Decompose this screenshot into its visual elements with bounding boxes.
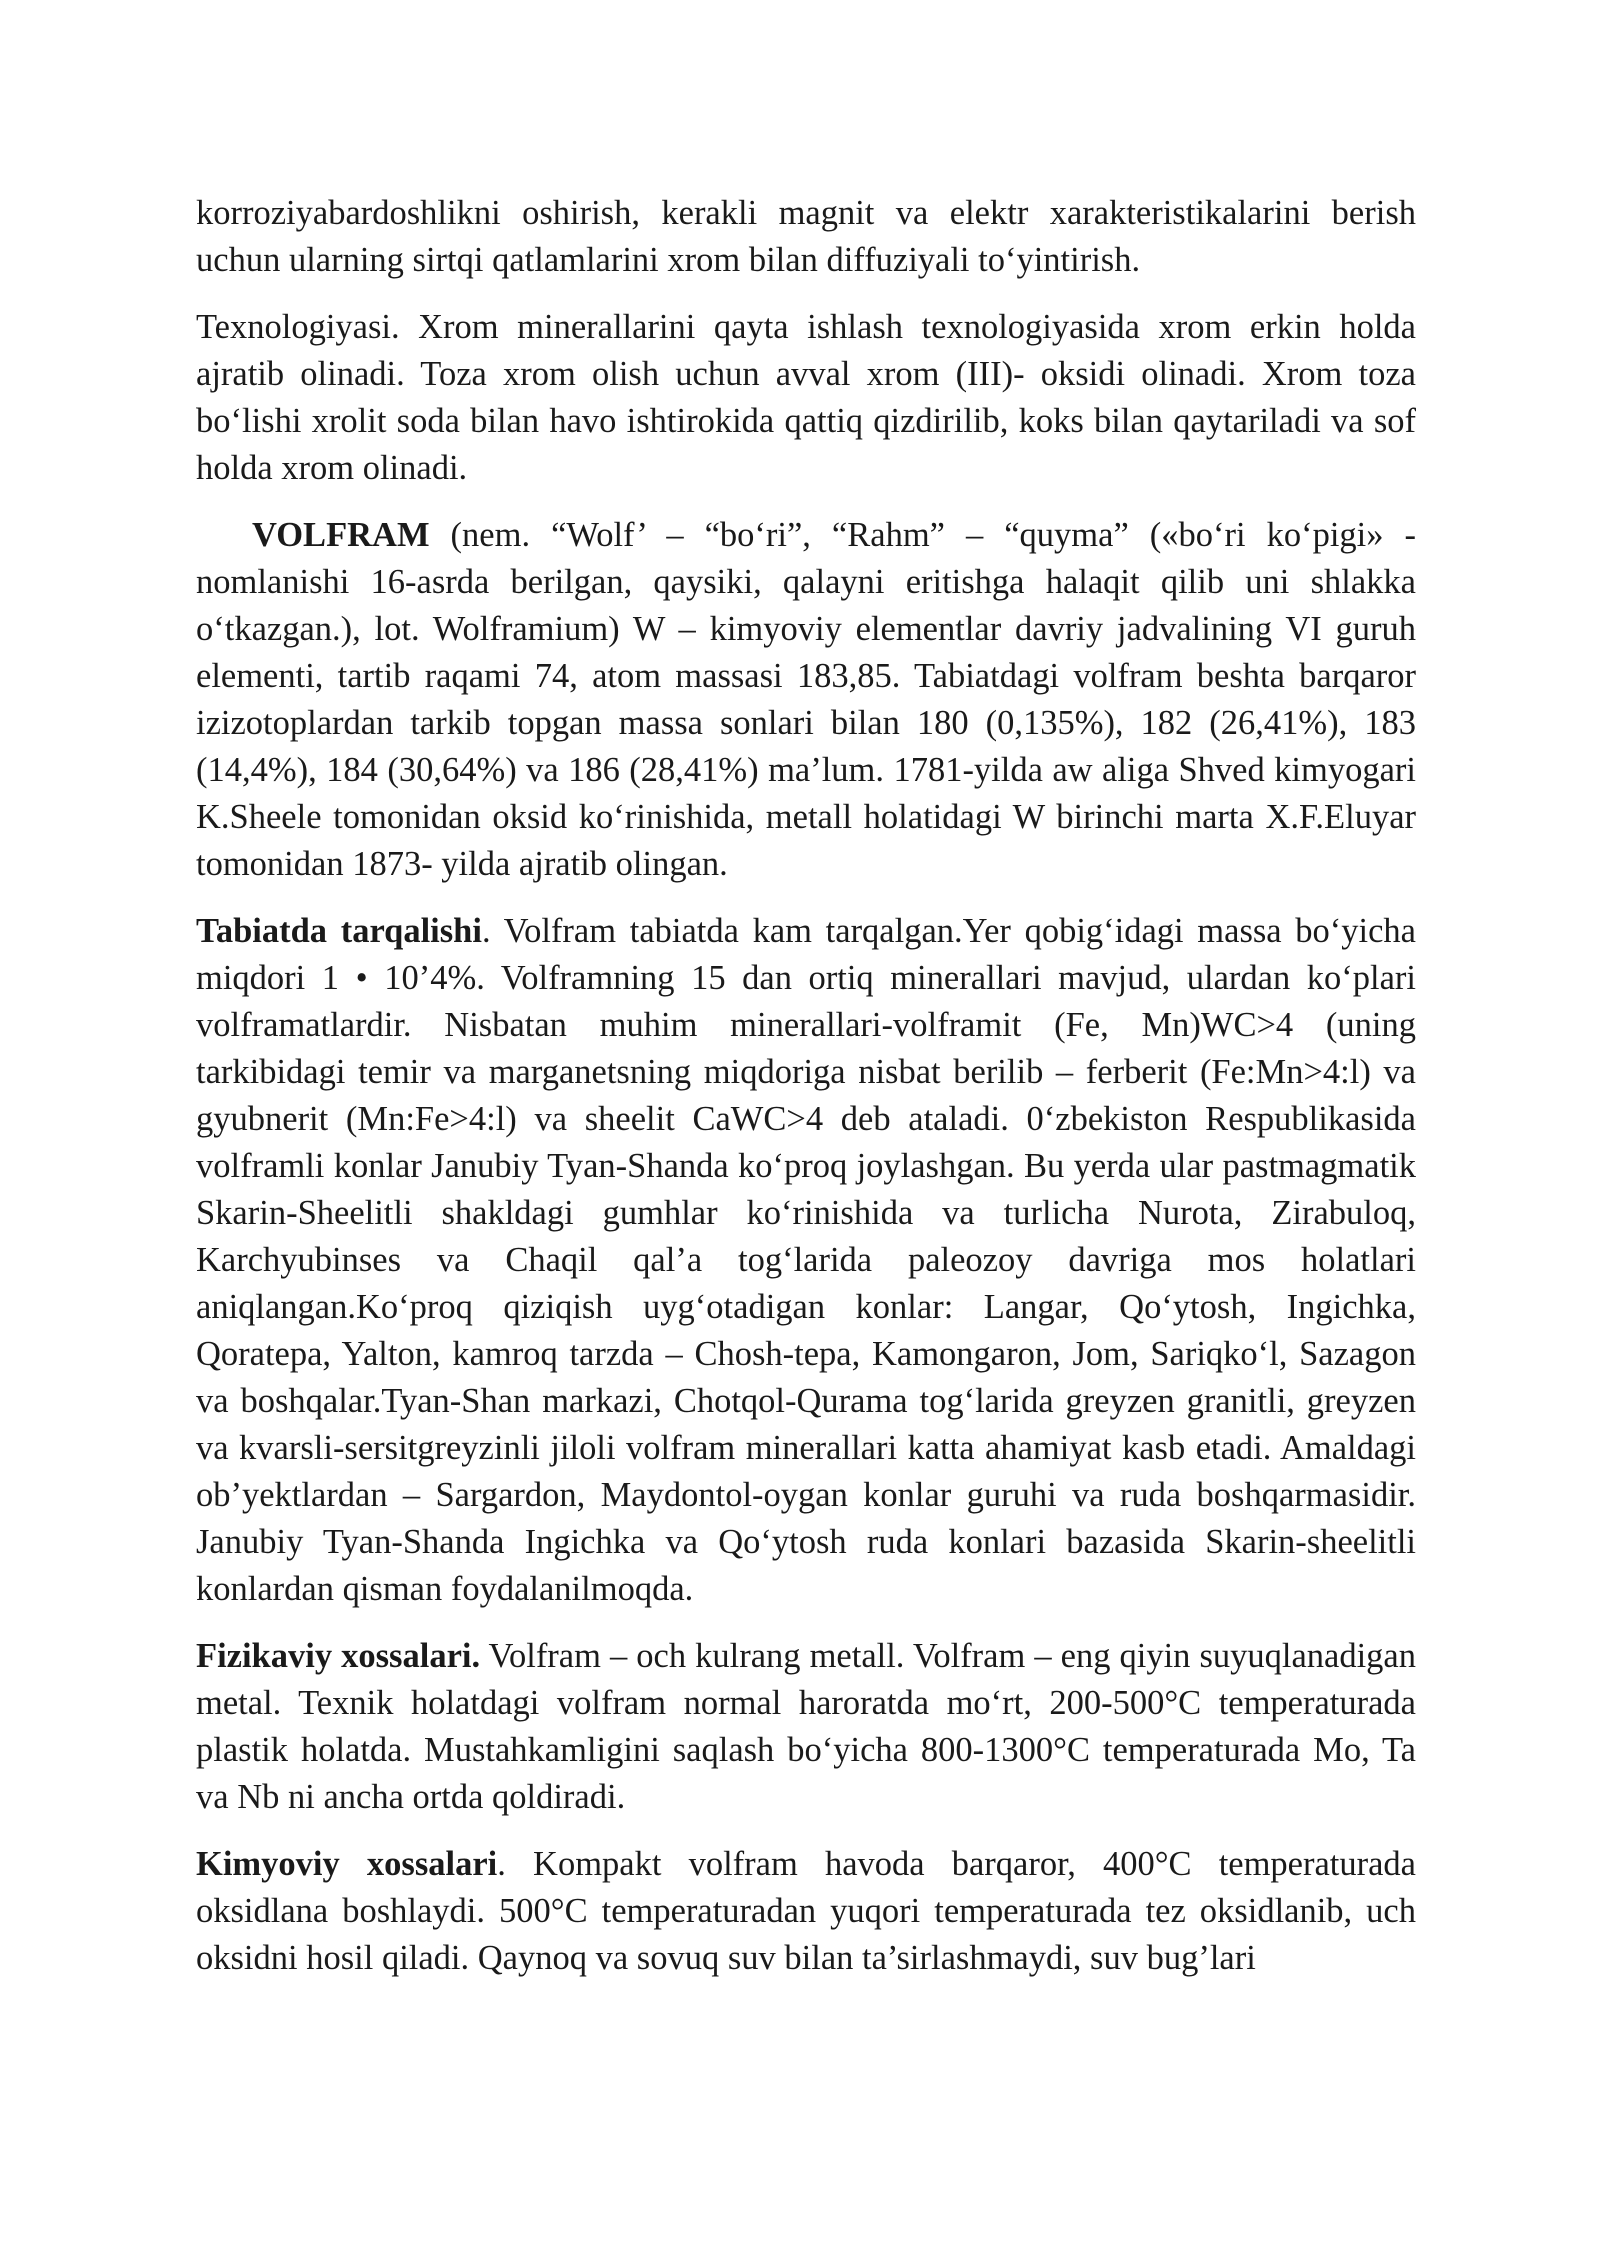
paragraph-text: Texnologiyasi. Xrom minerallarini qayta ishlash texnologiyasida xrom erkin holda ajratib olinadi. Toza xrom olish uchun avval xrom (III)- oksidi olinadi. Xrom toza bo‘lishi xrolit soda bilan havo ishtirokida qattiq qizdirilib, koks bilan qaytariladi va sof holda xrom olinadi. [196, 308, 1416, 487]
paragraph-chemical-properties [196, 1841, 1416, 1982]
paragraph-text: Volfram – och kulrang metall. Volfram – eng qiyin suyuqlanadigan metal. Texnik holatdagi volfram normal haroratda mo‘rt, 200-500°C temperaturada plastik holatda. Mustahkamligini saqlash bo‘yicha 800-1300°C temperaturada Mo, Ta va Nb ni ancha ortda qoldiradi. [196, 1637, 1416, 1816]
paragraph-physical-properties [196, 1633, 1416, 1821]
section-heading-physical: Fizikaviy xossalari. [196, 1637, 481, 1675]
document-page [196, 190, 1416, 2002]
paragraph-text: . Kompakt volfram havoda barqaror, 400°C temperaturada oksidlana boshlaydi. 500°C temperaturadan yuqori temperaturada tez oksidlanib, uch oksidni hosil qiladi. Qaynoq va sovuq suv bilan ta’sirlashmaydi, suv bug’lari [196, 1845, 1416, 1977]
paragraph-volfram-intro [196, 512, 1416, 888]
paragraph-text: (nem. “Wolf’ – “bo‘ri”, “Rahm” – “quyma” («bo‘ri ko‘pigi» - nomlanishi 16-asrda berilgan, qaysiki, qalayni eritishga halaqit qilib uni shlakka o‘tkazgan.), lot. Wolframium) W – kimyoviy elementlar davriy jadvalining VI guruh elementi, tartib raqami 74, atom massasi 183,85. Tabiatdagi volfram beshta barqaror izizotoplardan tarkib topgan massa sonlari bilan 180 (0,135%), 182 (26,41%), 183 (14,4%), 184 (30,64%) va 186 (28,41%) ma’lum. 1781-yilda aw aliga Shved kimyogari K.Sheele tomonidan oksid ko‘rinishida, metall holatidagi W birinchi marta X.F.Eluyar tomonidan 1873- yilda ajratib olingan. [196, 516, 1416, 883]
section-heading-volfram: VOLFRAM [252, 516, 430, 554]
paragraph-distribution [196, 908, 1416, 1613]
paragraph-chromium-continuation [196, 190, 1416, 284]
paragraph-text: . Volfram tabiatda kam tarqalgan.Yer qobig‘idagi massa bo‘yicha miqdori 1 • 10’4%. Volframning 15 dan ortiq minerallari mavjud, ulardan ko‘plari volframatlardir. Nisbatan muhim minerallari-volframit (Fe, Mn)WC>4 (uning tarkibidagi temir va marganetsning miqdoriga nisbat berilib – ferberit (Fe:Mn>4:l) va gyubnerit (Mn:Fe>4:l) va sheelit CaWC>4 deb ataladi. 0‘zbekiston Respublikasida volframli konlar Janubiy Tyan-Shanda ko‘proq joylashgan. Bu yerda ular pastmagmatik Skarin-Sheelitli shakldagi gumhlar ko‘rinishida va turlicha Nurota, Zirabuloq, Karchyubinses va Chaqil qal’a tog‘larida paleozoy davriga mos holatlari aniqlangan.Ko‘proq qiziqish uyg‘otadigan konlar: Langar, Qo‘ytosh, Ingichka, Qoratepa, Yalton, kamroq tarzda – Chosh-tepa, Kamongaron, Jom, Sariqko‘l, Sazagon va boshqalar.Tyan-Shan markazi, Chotqol-Qurama tog‘larida greyzen granitli, greyzen va kvarsli-sersitgreyzinli jiloli volfram minerallari katta ahamiyat kasb etadi. Amaldagi ob’yektlardan – Sargardon, Maydontol-oygan konlar guruhi va ruda boshqarmasidir. Janubiy Tyan-Shanda Ingichka va Qo‘ytosh ruda konlari bazasida Skarin-sheelitli konlardan qisman foydalanilmoqda. [196, 912, 1416, 1608]
paragraph-technology [196, 304, 1416, 492]
section-heading-distribution: Tabiatda tarqalishi [196, 912, 482, 950]
section-heading-chemical: Kimyoviy xossalari [196, 1845, 498, 1883]
paragraph-text: korroziyabardoshlikni oshirish, kerakli magnit va elektr xarakteristikalarini berish uchun ularning sirtqi qatlamlarini xrom bilan diffuziyali to‘yintirish. [196, 194, 1416, 279]
